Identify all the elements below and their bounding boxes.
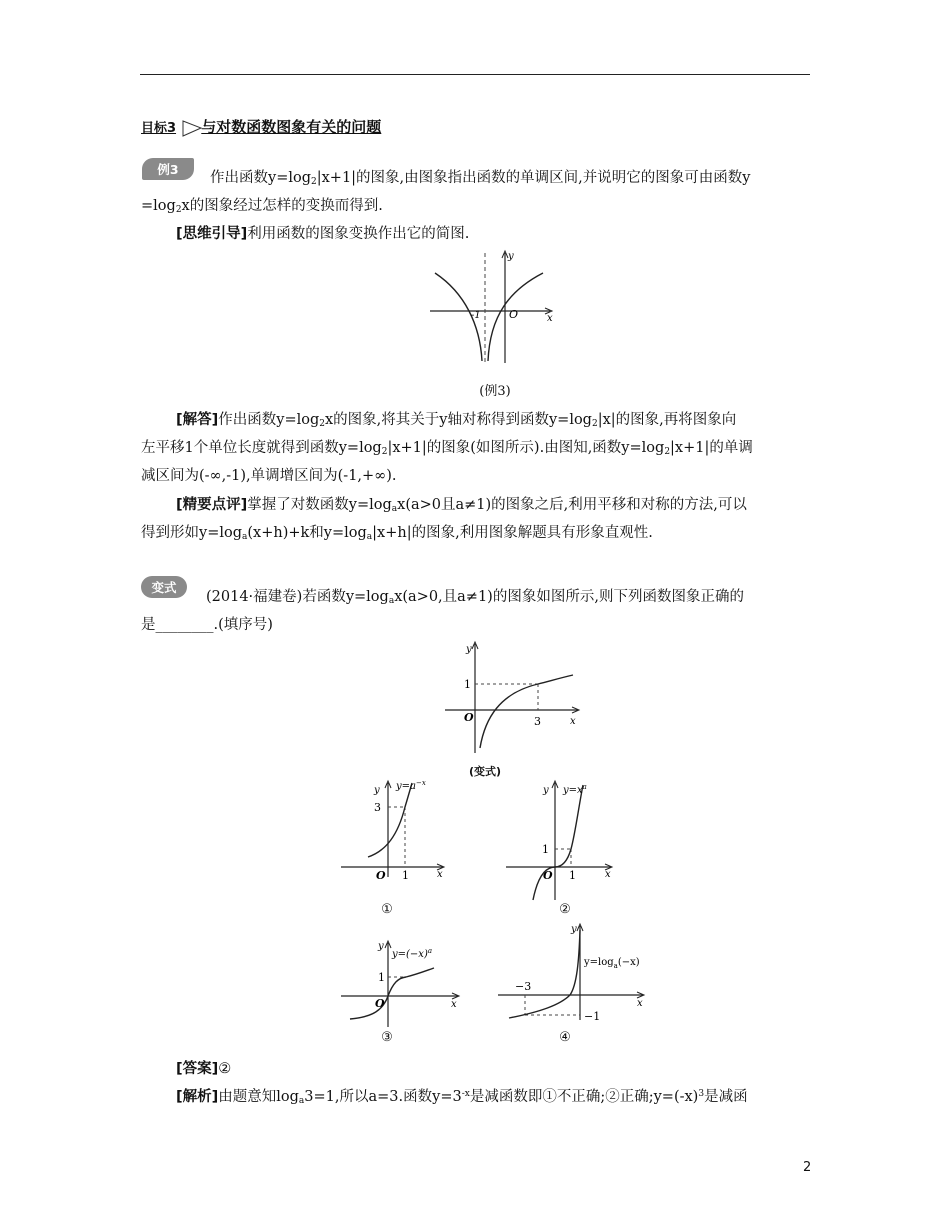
svg-text:y: y <box>378 941 384 952</box>
solution-line-1: [解答]作出函数$y=\log_2x$的图象,将其关于y轴对称得到函数$y=\log_2|x|$的图象,再将图象向 <box>176 412 737 429</box>
svg-text:y=a−x: $y=a^{-x}$ <box>396 779 426 792</box>
svg-text:O: O <box>543 869 553 882</box>
svg-text:1: 1 <box>402 869 409 882</box>
svg-text:y: y <box>571 924 577 935</box>
svg-text:x: x <box>547 313 553 324</box>
answer-line: [答案]② <box>176 1061 232 1077</box>
example-figure <box>425 245 565 370</box>
solution-line-2: 左平移1个单位长度就得到函数$y=\log_2|x+1|$的图象(如图所示).由图知,函数$y=\log_2|x+1|$的单调 <box>141 440 753 457</box>
option-number-4: ④ <box>559 1030 571 1045</box>
variant-main-figure <box>440 638 585 758</box>
svg-text:y: y <box>374 785 380 796</box>
svg-text:1: 1 <box>569 869 576 882</box>
svg-text:x: x <box>605 869 611 880</box>
option-number-3: ③ <box>381 1030 393 1045</box>
svg-text:−1: −1 <box>584 1010 601 1023</box>
svg-text:−3: −3 <box>515 980 532 993</box>
top-rule <box>140 74 810 75</box>
svg-text:x: x <box>451 999 457 1010</box>
variant-line-1: (2014·福建卷)若函数$y=\log_ax(a>0$,且a≠1)的图象如图所示,则下列函数图象正确的 <box>206 589 744 606</box>
svg-text:x: x <box>437 869 443 880</box>
section-heading <box>141 116 381 137</box>
svg-text:O: O <box>376 869 386 882</box>
example-line-2: $=\log_2x$的图象经过怎样的变换而得到. <box>141 198 383 215</box>
svg-text:3: 3 <box>534 715 541 728</box>
analysis-line: [解析]由题意知$\log_a3=1$,所以a=3.函数$y=3^{-x}$是减函数即①不正确;②正确$;y=(-x)^3$是减函 <box>176 1089 748 1106</box>
option-graph-1 <box>338 775 448 885</box>
svg-text:x: x <box>637 998 643 1009</box>
svg-text:y: y <box>543 785 549 796</box>
variant-badge: 变式 <box>141 576 187 598</box>
page-number: 2 <box>803 1160 812 1175</box>
section-tag: 目标3 <box>141 121 177 136</box>
arrow-icon <box>181 118 205 138</box>
example-line-1: 作出函数$y=\log_2|x+1|$的图象,由图象指出函数的单调区间,并说明它的图象可由函数y <box>210 170 751 187</box>
svg-text:O: O <box>375 997 385 1010</box>
option-number-2: ② <box>559 902 571 917</box>
svg-text:y=(−x)a: $y=(-x)^a$ <box>392 947 433 960</box>
svg-text:-1: -1 <box>471 310 481 321</box>
svg-text:y: y <box>508 251 514 262</box>
svg-text:3: 3 <box>374 801 381 814</box>
svg-text:y=xa: $y=x^a$ <box>563 783 587 796</box>
example-badge: 例3 <box>142 158 194 180</box>
svg-text:O: O <box>464 711 474 724</box>
svg-text:O: O <box>509 308 519 321</box>
svg-text:1: 1 <box>542 843 549 856</box>
comment-line-2: 得到形如$y=\log_a(x+h)+k$和$y=\log_a|x+h|$的图象,利用图象解题具有形象直观性. <box>141 525 653 542</box>
variant-main-caption: (变式) <box>468 765 502 778</box>
comment-line-1: [精要点评]掌握了对数函数$y=\log_ax(a>0$且a≠1)的图象之后,利用平移和对称的方法,可以 <box>176 497 747 514</box>
option-graph-4 <box>495 920 650 1025</box>
svg-text:1: 1 <box>378 971 385 984</box>
section-title: 与对数函数图象有关的问题 <box>201 118 382 136</box>
example-figure-caption: (例3) <box>479 384 511 399</box>
option-graph-3 <box>338 935 463 1030</box>
option-number-1: ① <box>381 902 393 917</box>
variant-line-2: 是________.(填序号) <box>141 617 273 633</box>
svg-text:y=loga(−x): $y=\log_a(-x)$ <box>584 957 640 970</box>
svg-text:x: x <box>570 716 576 727</box>
hint-line: [思维引导]利用函数的图象变换作出它的简图. <box>176 226 470 242</box>
svg-text:1: 1 <box>464 678 471 691</box>
solution-line-3: 减区间为(-∞,-1),单调增区间为(-1,+∞). <box>141 468 397 484</box>
svg-text:y: y <box>466 644 472 655</box>
option-graph-2 <box>503 775 618 905</box>
